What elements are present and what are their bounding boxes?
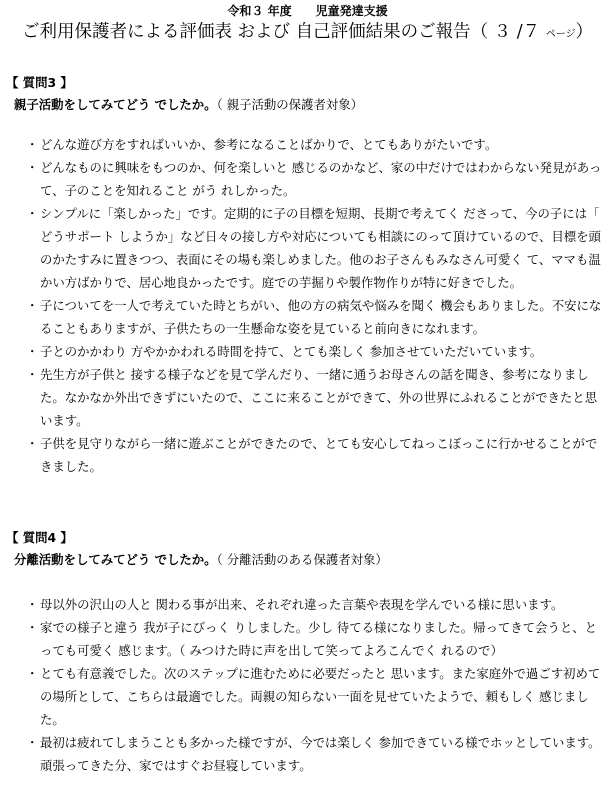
answer-text: 子についてを一人で考えていた時とちがい、他の方の病気や悩みを聞く 機会もありました。不安になることもありますが、子供たちの一生懸命な姿を見ていると前向きになれます。 [40, 298, 602, 336]
answer-text: 最初は疲れてしまうことも多かった様ですが、今では楽しく 参加できている様でホッとしています。頑張ってきた分、家ではすぐお昼寝しています。 [40, 735, 601, 773]
fiscal-year: 令和３ 年度 [227, 4, 292, 18]
bullet: ・ [26, 298, 39, 313]
page-title [0, 18, 615, 43]
program-name: 児童発達支援 [315, 4, 388, 18]
question-3-prompt [14, 95, 363, 113]
header-program-line [0, 2, 615, 19]
question-3-text: 親子活動をしてみてどう でしたか。 [14, 97, 217, 112]
bullet: ・ [26, 160, 39, 175]
list-item [26, 662, 606, 731]
question-3-heading: 【 質問3 】 [6, 75, 73, 90]
list-item [26, 432, 606, 478]
question-4-answer-list [26, 593, 606, 777]
question-3-target: （ 親子活動の保護者対象） [216, 97, 364, 112]
list-item [26, 731, 606, 777]
answer-text: とても有意義でした。次のステップに進むために必要だったと 思います。また家庭外で過ごす初めての場所として、こちらは最適でした。両親の知らない一面を見せていたようで、頼もしく 感じました。 [40, 666, 601, 727]
bullet: ・ [26, 597, 39, 612]
list-item [26, 340, 606, 363]
list-item [26, 156, 606, 202]
question-3-answer-list [26, 133, 606, 478]
answer-text: どんな遊び方をすればいいか、参考になることばかりで、とてもありがたいです。 [40, 137, 498, 152]
bullet: ・ [26, 344, 39, 359]
bullet: ・ [26, 735, 39, 750]
page-indicator-close: ） [575, 22, 594, 42]
list-item [26, 294, 606, 340]
question-4-target: （ 分離活動のある保護者対象） [216, 552, 388, 567]
answer-text: 母以外の沢山の人と 関わる事が出来、それぞれ違った言葉や表現を学んでいる様に思います。 [40, 597, 564, 612]
answer-text: 先生方が子供と 接する様子などを見て学んだり、一緒に通うお母さんの話を聞き、参考になりました。なかなか外出できずにいたので、ここに来ることができて、外の世界にふれることができたと思います。 [40, 367, 598, 428]
list-item [26, 133, 606, 156]
answer-text: 家での様子と違う 我が子にびっく りしました。少し 待てる様になりました。帰ってきて会うと、とっても可愛く 感じます。（ みつけた時に声を出して笑ってよろこんでく れるので） [40, 620, 598, 658]
list-item [26, 202, 606, 294]
page-unit: ページ [545, 29, 576, 40]
bullet: ・ [26, 137, 39, 152]
answer-text: どんなものに興味をもつのか、何を楽しいと 感じるのかなど、家の中だけではわからない発見があって、子のことを知れること がう れしかった。 [40, 160, 602, 198]
list-item [26, 616, 606, 662]
bullet: ・ [26, 666, 39, 681]
list-item [26, 363, 606, 432]
question-4-text: 分離活動をしてみてどう でしたか。 [14, 552, 217, 567]
answer-text: 子供を見守りながら一緒に遊ぶことができたので、とても安心してねっこぼっこに行かせることができました。 [40, 436, 598, 474]
page-indicator-open: （ ３ /７ [470, 22, 541, 42]
bullet: ・ [26, 206, 39, 221]
bullet: ・ [26, 620, 39, 635]
bullet: ・ [26, 436, 39, 451]
list-item [26, 593, 606, 616]
bullet: ・ [26, 367, 39, 382]
report-title: ご利用保護者による評価表 および 自己評価結果のご報告 [21, 22, 471, 42]
question-4-heading: 【 質問4 】 [6, 530, 73, 545]
answer-text: 子とのかかわり 方やかかわれる時間を持て、とても楽しく 参加させていただいています。 [40, 344, 543, 359]
question-4-prompt [14, 550, 388, 568]
answer-text: シンプルに「楽しかった」です。定期的に子の目標を短期、長期で考えてく ださって、今の子には「 どうサポート しようか」など日々の接し方や対応についても相談にのって頂けているので、目標を頭のかたすみに置きつつ、表面にその場も楽しめました。他のお子さんもみなさん可愛く て、ママも温かい方ばかりで、居心地良かったです。庭での芋掘りや製作物作りが特に好きでした。 [40, 206, 601, 290]
